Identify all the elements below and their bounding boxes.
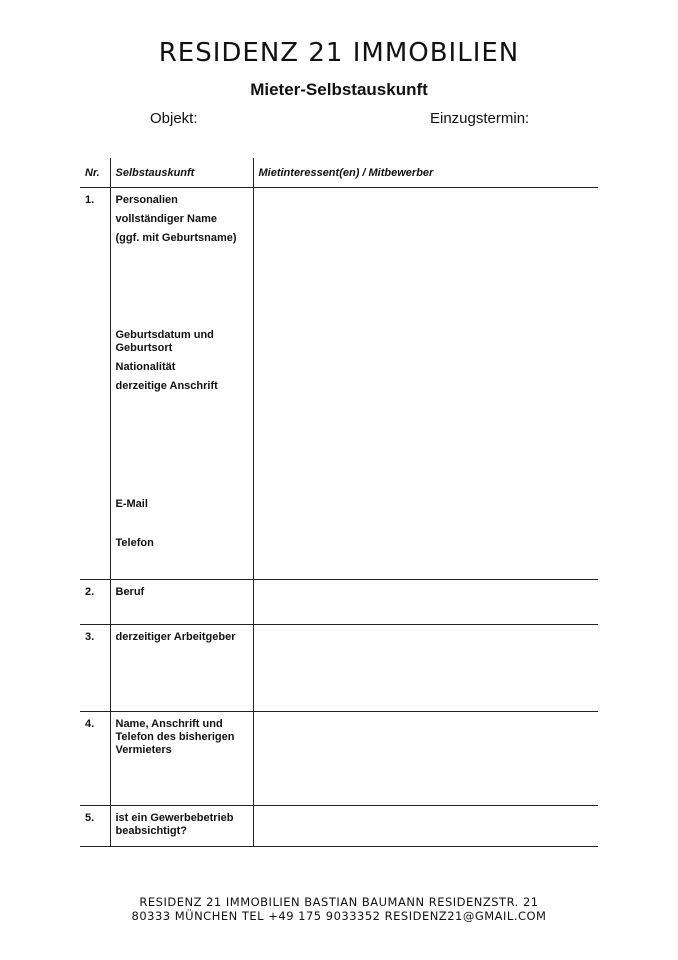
- company-brand: RESIDENZ 21 IMMOBILIEN: [158, 38, 520, 68]
- move-in-date-label: Einzugstermin:: [430, 110, 530, 127]
- table-row: [80, 580, 598, 625]
- row-label-personal-data: [110, 188, 253, 580]
- row-label-employer: [110, 625, 253, 712]
- label-previous-landlord-2: Telefon des bisherigen: [115, 731, 235, 743]
- form-title: Mieter-Selbstauskunft: [250, 80, 428, 99]
- row-number: 3.: [80, 625, 110, 712]
- label-employer: derzeitiger Arbeitgeber: [115, 631, 236, 643]
- label-birth-name: (ggf. mit Geburtsname): [115, 232, 237, 244]
- label-birth-place: Geburtsort: [115, 342, 173, 354]
- table-row: [80, 188, 598, 580]
- footer-line-company: RESIDENZ 21 IMMOBILIEN BASTIAN BAUMANN RESIDENZSTR. 21: [139, 895, 539, 909]
- table-row: [80, 625, 598, 712]
- label-occupation: Beruf: [115, 586, 145, 598]
- label-previous-landlord-3: Vermieters: [115, 744, 172, 756]
- row-number: 1.: [80, 188, 110, 580]
- tenant-entry-field[interactable]: [253, 188, 598, 580]
- label-nationality: Nationalität: [115, 361, 176, 373]
- label-phone: Telefon: [115, 537, 154, 549]
- column-header-nr: Nr.: [80, 158, 110, 188]
- column-header-self-disclosure: Selbstauskunft: [110, 158, 253, 188]
- label-business-2: beabsichtigt?: [115, 825, 188, 837]
- self-disclosure-table: [80, 158, 598, 847]
- tenant-entry-field[interactable]: [253, 806, 598, 847]
- tenant-entry-field[interactable]: [253, 580, 598, 625]
- object-label: Objekt:: [150, 110, 198, 127]
- label-email: E-Mail: [115, 498, 148, 510]
- row-label-occupation: [110, 580, 253, 625]
- row-number: 2.: [80, 580, 110, 625]
- row-label-previous-landlord: [110, 712, 253, 806]
- table-row: [80, 712, 598, 806]
- label-business-1: ist ein Gewerbebetrieb: [115, 812, 234, 824]
- row-number: 5.: [80, 806, 110, 847]
- label-birth-date: Geburtsdatum und: [115, 329, 214, 341]
- footer-contact: [0, 895, 678, 923]
- label-personal-data: Personalien: [115, 194, 178, 206]
- table-row: [80, 806, 598, 847]
- row-label-business: [110, 806, 253, 847]
- column-header-tenant: Mietinteressent(en) / Mitbewerber: [253, 158, 598, 188]
- label-full-name: vollständiger Name: [115, 213, 217, 225]
- row-number: 4.: [80, 712, 110, 806]
- footer-line-contact: 80333 MÜNCHEN TEL +49 175 9033352 RESIDENZ21@GMAIL.COM: [131, 909, 547, 923]
- label-previous-landlord-1: Name, Anschrift und: [115, 718, 223, 730]
- label-current-address: derzeitige Anschrift: [115, 380, 218, 392]
- tenant-entry-field[interactable]: [253, 625, 598, 712]
- tenant-entry-field[interactable]: [253, 712, 598, 806]
- table-header-row: [80, 158, 598, 188]
